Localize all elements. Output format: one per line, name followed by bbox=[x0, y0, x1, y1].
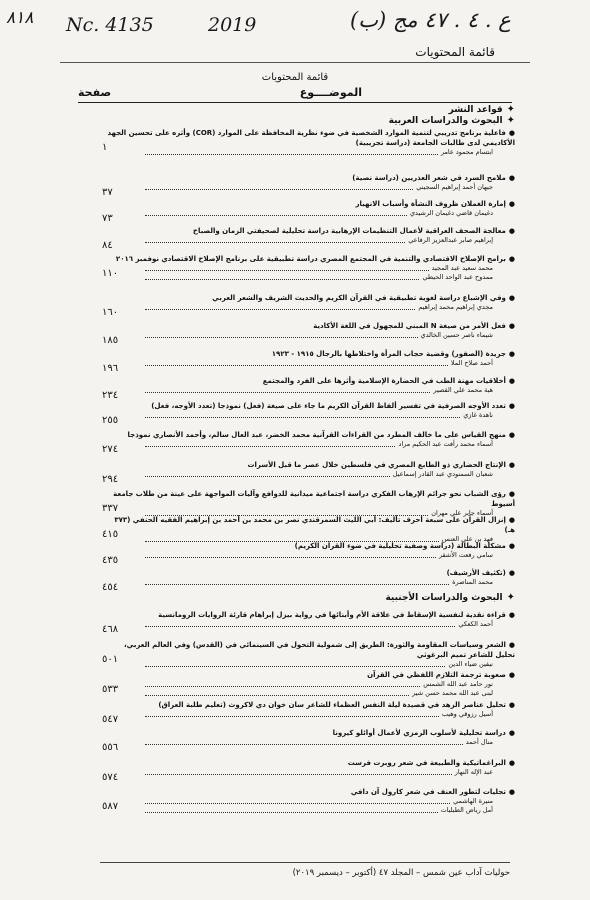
dot-leader bbox=[145, 695, 409, 696]
author-name: ناهدة غازي bbox=[463, 411, 493, 419]
entry-title-text: معالجة الصحف العراقية لأعمال التنظيمات الإرهابية دراسة تحليلية لصحيفتي الزمان والصباح bbox=[192, 227, 506, 235]
bullet-icon: ● bbox=[508, 641, 515, 649]
bullet-icon: ● bbox=[508, 542, 515, 550]
topic-header: الموضــــوع bbox=[299, 86, 362, 99]
page-number: ٥٥٦ bbox=[102, 742, 119, 753]
bullet-icon: ● bbox=[508, 402, 515, 410]
entry-title bbox=[105, 610, 515, 620]
toc-entry[interactable] bbox=[105, 758, 515, 777]
dot-leader bbox=[145, 309, 415, 310]
toc-entry[interactable] bbox=[105, 173, 515, 192]
dot-leader bbox=[145, 476, 390, 477]
entry-title-text: دراسة تحليلية لأسلوب الرمزي لأعمال أوائلو كيرونا bbox=[332, 729, 506, 737]
entry-author bbox=[105, 660, 493, 669]
page-number: ١ bbox=[102, 142, 108, 153]
author-name: نور حامد عبد الله الشمس bbox=[423, 680, 493, 688]
entry-title-text: جريدة (الصفور) وقضية حجاب المرأة واختلاطها بالرجال ١٩١٥ - ١٩٢٣ bbox=[271, 350, 506, 358]
entry-author bbox=[105, 183, 493, 192]
dot-leader bbox=[145, 626, 455, 627]
entry-title bbox=[105, 515, 515, 535]
entry-title bbox=[105, 199, 515, 209]
dot-leader bbox=[145, 744, 463, 745]
bullet-icon: ● bbox=[508, 490, 515, 498]
dot-leader bbox=[145, 154, 438, 155]
page-title: قائمة المحتويات bbox=[415, 45, 495, 59]
entry-title-text: قراءة نقدية لنفسية الإسقاط في علاقة الأم وأبنائها في رواية بيزل إبراهام قارئة الروايات الرومانسية bbox=[158, 611, 506, 619]
dot-leader bbox=[145, 215, 407, 216]
toc-entry[interactable] bbox=[105, 254, 515, 282]
section-heading bbox=[389, 115, 515, 126]
author-name: أسيل رزوقي وهيب bbox=[441, 710, 493, 718]
section-label: قواعد النشر bbox=[448, 105, 503, 115]
page-number: ٤٦٨ bbox=[102, 624, 119, 635]
handwritten-year: 2019 bbox=[208, 14, 257, 36]
entry-title-text: البراغماتيكية والطبيعة في شعر روبرت فرست bbox=[347, 759, 506, 767]
entry-title bbox=[105, 787, 515, 797]
author-name: أسماء جابر علي مهران bbox=[431, 509, 493, 517]
author-name: نيفين ضياء الدين bbox=[448, 660, 493, 668]
entry-title-text: تعدد الأوجه الصرفية في تفسير ألفاظ القرآن الكريم ما جاء على صيغة (فعل) نموذجا (تعدد الأوجه، فعل) bbox=[151, 402, 506, 410]
entry-title bbox=[105, 728, 515, 738]
section-heading bbox=[449, 104, 515, 115]
bullet-icon: ● bbox=[508, 788, 515, 796]
page-number: ٢٣٤ bbox=[102, 390, 119, 401]
entry-author bbox=[105, 411, 493, 420]
author-name: مجدي إبراهيم محمد إبراهيم bbox=[418, 303, 493, 311]
dot-leader bbox=[145, 686, 420, 687]
entry-author bbox=[105, 806, 493, 815]
page-number: ٤١٥ bbox=[102, 529, 119, 540]
page-number: ١٩٦ bbox=[102, 363, 119, 374]
entry-title-text: (تكثيف الأرشيف) bbox=[446, 569, 506, 577]
author-name: محمد سعيد عبد المجيد bbox=[431, 264, 493, 272]
bullet-icon: ● bbox=[508, 516, 515, 524]
author-name: ممدوح عبد الواحد الحيطي bbox=[422, 273, 493, 281]
bullet-icon: ● bbox=[508, 294, 515, 302]
author-name: أحمد الكعكي bbox=[458, 620, 493, 628]
entry-title-text: تجليات لتطور العنف في شعر كارول آن دافي bbox=[350, 788, 506, 796]
entry-author bbox=[105, 797, 493, 806]
author-name: فهد بن علي العنس bbox=[441, 535, 493, 543]
entry-author bbox=[105, 148, 493, 157]
toc-entry[interactable] bbox=[105, 787, 515, 815]
author-name: عبد الإله النهار bbox=[454, 768, 493, 776]
toc-entry[interactable] bbox=[105, 293, 515, 312]
toc-entry[interactable] bbox=[105, 489, 515, 518]
page-number: ٤٥٤ bbox=[102, 582, 119, 593]
toc-entry[interactable] bbox=[105, 349, 515, 368]
entry-title-text: فعل الأمر من صيغة N المبني للمجهول في اللغة الأكادية bbox=[313, 322, 506, 330]
entry-title-text: إمارة الغملان ظروف النشأة وأسباب الانهيار bbox=[355, 200, 506, 208]
bullet-icon: ● bbox=[508, 255, 515, 263]
entry-title-text: مشكلة البطالة (دراسة وصفية تحليلية في ضوء القرآن الكريم) bbox=[294, 542, 506, 550]
entry-author bbox=[105, 680, 493, 689]
entry-author bbox=[105, 578, 493, 587]
page-number: ٣٣٧ bbox=[102, 503, 119, 514]
bullet-icon: ● bbox=[508, 200, 515, 208]
page-number: ٥٠١ bbox=[102, 654, 119, 665]
page-number: ٥٨٧ bbox=[102, 801, 119, 812]
entry-title-text: رؤى الشباب نحو جرائم الإرهاب الفكري دراسة اجتماعية ميدانية للدوافع وآليات المواجهة على عينة من طلاب جامعة أسيوط bbox=[113, 490, 515, 508]
toc-entry[interactable] bbox=[105, 430, 515, 449]
dot-leader bbox=[145, 242, 405, 243]
dot-leader bbox=[145, 774, 452, 775]
toc-entry[interactable] bbox=[105, 700, 515, 719]
entry-title-text: الشعر وسياسات المقاومة والثورة: الطريق إلى شمولية التحول في السينمائي في (القدس) وفي العالم العربي، تحليل للشاعر تميم البرغوثي bbox=[123, 641, 515, 659]
toc-entry[interactable] bbox=[105, 640, 515, 669]
toc-entry[interactable] bbox=[105, 541, 515, 560]
bullet-icon: ● bbox=[508, 129, 515, 137]
section-label: البحوث والدراسات الأجنبية bbox=[385, 593, 503, 603]
dot-leader bbox=[145, 189, 413, 190]
toc-entry[interactable] bbox=[105, 128, 515, 157]
entry-title-text: فاعلية برنامج تدريبي لتنمية الموارد الشخصية في ضوء نظرية المحافظة على الموارد (COR) وأثره على تحسين الجهد الأكاديمي لدى طالبات الجامعة (دراسة تجريبية) bbox=[107, 129, 515, 147]
toc-entry[interactable] bbox=[105, 321, 515, 340]
dot-leader bbox=[145, 417, 460, 418]
dot-leader bbox=[145, 279, 419, 280]
page-subtitle: قائمة المحتويات bbox=[261, 72, 329, 83]
author-name: منال أحمد bbox=[465, 738, 493, 746]
entry-author bbox=[105, 738, 493, 747]
entry-title-text: منهج القياس على ما خالف المطرد من القراءات القرآنية محمد الخضر، عبد العال سالم، وأحمد الأنصاري نموذجا bbox=[127, 431, 506, 439]
dot-leader bbox=[145, 270, 429, 271]
entry-author bbox=[105, 264, 493, 273]
entry-author bbox=[105, 620, 493, 629]
page-number: ٣٧ bbox=[102, 187, 113, 198]
toc-entry[interactable] bbox=[105, 670, 515, 698]
dot-leader bbox=[145, 584, 449, 585]
entry-title-text: تحليل عناصر الزهد في قصيدة ليلة النفس العظماء للشاعر سان خوان دي لاكروث (تعليم طلبة العراق) bbox=[158, 701, 506, 709]
entry-title-text: وفي الإشباع دراسة لغوية تطبيقية في القرآن الكريم والحديث الشريف والشعر العربي bbox=[212, 294, 506, 302]
star-bullet-icon: ✦ bbox=[506, 592, 515, 603]
bullet-icon: ● bbox=[508, 377, 515, 385]
bullet-icon: ● bbox=[508, 461, 515, 469]
entry-title-text: برامج الإصلاح الاقتصادي والتنمية في المجتمع المصري دراسة تطبيقية على برنامج الإصلاح الاقتصادي نوفمبر ٢٠١٦ bbox=[115, 255, 506, 263]
author-name: هبة محمد علي القصير bbox=[433, 386, 493, 394]
bullet-icon: ● bbox=[508, 729, 515, 737]
handwritten-code: Nc. 4135 bbox=[66, 14, 154, 36]
bullet-icon: ● bbox=[508, 671, 515, 679]
author-name: أسماء محمد رأفت عبد الحكيم مراد bbox=[398, 440, 493, 448]
author-name: أمل رياض الطبليات bbox=[440, 806, 493, 814]
toc-entry[interactable] bbox=[105, 376, 515, 395]
author-name: شيماء ناصر حسين الخالدي bbox=[420, 331, 493, 339]
page-number: ٨٤ bbox=[102, 240, 113, 251]
toc-entry[interactable] bbox=[105, 515, 515, 544]
entry-author bbox=[105, 331, 493, 340]
toc-entry[interactable] bbox=[105, 568, 515, 587]
page-number: ٥٣٣ bbox=[102, 684, 119, 695]
toc-entry[interactable] bbox=[105, 199, 515, 218]
bullet-icon: ● bbox=[508, 759, 515, 767]
entry-author bbox=[105, 236, 493, 245]
author-name: دغيمان قاضي دغيمان الرشيدي bbox=[409, 209, 493, 217]
entry-title bbox=[105, 541, 515, 551]
page-number: ٢٧٤ bbox=[102, 444, 119, 455]
dot-leader bbox=[145, 716, 439, 717]
entry-author bbox=[105, 710, 493, 719]
dot-leader bbox=[145, 557, 436, 558]
entry-title bbox=[105, 460, 515, 470]
entry-author bbox=[105, 551, 493, 560]
entry-title-text: إنزال القرآن على سبعة أحرف تأليف: أبي الليث السمرقندي نصر بن محمد بن أحمد بن إبراهيم الفقيه الحنفي (٣٧٣ هـ) bbox=[114, 516, 515, 534]
page-number: ٢٩٤ bbox=[102, 474, 119, 485]
bullet-icon: ● bbox=[508, 322, 515, 330]
entry-title-text: الإنتاج الحضاري ذو الطابع المصري في فلسطين خلال عصر ما قبل الأسرات bbox=[247, 461, 506, 469]
author-name: إبراهيم صابر عبدالعزيز الرفاعي bbox=[408, 236, 493, 244]
page-header: صفحة bbox=[78, 86, 112, 99]
entry-author bbox=[105, 440, 493, 449]
entry-author bbox=[105, 359, 493, 368]
toc-entry[interactable] bbox=[105, 728, 515, 747]
entry-title bbox=[105, 128, 515, 148]
entry-title bbox=[105, 568, 515, 578]
dot-leader bbox=[145, 812, 438, 813]
author-name: أحمد صلاح الملا bbox=[450, 359, 493, 367]
entry-author bbox=[105, 209, 493, 218]
section-label: البحوث والدراسات العربية bbox=[388, 116, 503, 126]
dot-leader bbox=[145, 803, 450, 804]
dot-leader bbox=[145, 392, 430, 393]
entry-title-text: صعوبة ترجمة التلازم اللفظي في القرآن bbox=[367, 671, 506, 679]
entry-title bbox=[105, 401, 515, 411]
dot-leader bbox=[145, 446, 395, 447]
entry-title bbox=[105, 700, 515, 710]
entry-author bbox=[105, 303, 493, 312]
entry-title-text: ملامح السرد في شعر العذريين (دراسة نصية) bbox=[352, 174, 506, 182]
bullet-icon: ● bbox=[508, 431, 515, 439]
author-name: منيرة الهاشمي bbox=[453, 797, 493, 805]
entry-title bbox=[105, 173, 515, 183]
dot-leader bbox=[145, 365, 448, 366]
footer-citation: حوليات آداب عين شمس – المجلد ٤٧ (أكتوبر – ديسمبر ٢٠١٩) bbox=[292, 868, 510, 878]
entry-title bbox=[105, 640, 515, 660]
page-number: ٤٣٥ bbox=[102, 555, 119, 566]
author-name: لبنى عبد الله محمد حسن شير bbox=[412, 689, 493, 697]
author-name: ابتسام محمود عامر bbox=[440, 148, 493, 156]
dot-leader bbox=[145, 337, 418, 338]
entry-title bbox=[105, 254, 515, 264]
entry-title bbox=[105, 293, 515, 303]
entry-author bbox=[105, 386, 493, 395]
toc-entry[interactable] bbox=[105, 460, 515, 479]
toc-entry[interactable] bbox=[105, 401, 515, 420]
author-name: جيهان أحمد إبراهيم السجيني bbox=[416, 183, 493, 191]
bullet-icon: ● bbox=[508, 569, 515, 577]
handwritten-number: ۸۱۸ bbox=[6, 8, 34, 28]
entry-author bbox=[105, 273, 493, 282]
entry-author bbox=[105, 470, 493, 479]
entry-title bbox=[105, 376, 515, 386]
page-number: ٢٥٥ bbox=[102, 415, 119, 426]
author-name: شعبان السمنودي عبد القادر إسماعيل bbox=[392, 470, 493, 478]
bullet-icon: ● bbox=[508, 611, 515, 619]
bullet-icon: ● bbox=[508, 174, 515, 182]
page-number: ١١٠ bbox=[102, 268, 119, 279]
bullet-icon: ● bbox=[508, 350, 515, 358]
entry-title bbox=[105, 430, 515, 440]
author-name: محمد المناصرة bbox=[452, 578, 493, 586]
entry-title bbox=[105, 670, 515, 680]
page-number: ١٨٥ bbox=[102, 335, 119, 346]
footer-rule bbox=[100, 862, 510, 863]
dot-leader bbox=[145, 666, 445, 667]
star-bullet-icon: ✦ bbox=[506, 104, 515, 115]
page-number: ٥٧٤ bbox=[102, 772, 119, 783]
entry-title bbox=[105, 758, 515, 768]
star-bullet-icon: ✦ bbox=[506, 115, 515, 126]
entry-title bbox=[105, 489, 515, 509]
bullet-icon: ● bbox=[508, 701, 515, 709]
page-number: ٧٣ bbox=[102, 213, 113, 224]
entry-title-text: أخلاقيات مهنة الطب في الحضارة الإسلامية وأثرها على الفرد والمجتمع bbox=[262, 377, 506, 385]
entry-author bbox=[105, 689, 493, 698]
toc-entry[interactable] bbox=[105, 610, 515, 629]
entry-author bbox=[105, 768, 493, 777]
bullet-icon: ● bbox=[508, 227, 515, 235]
page-number: ١٦٠ bbox=[102, 307, 119, 318]
author-name: سامي رفعت الأشقر bbox=[438, 551, 493, 559]
handwritten-volume: (ب) ع . ٤ . ٤٧ مج bbox=[350, 8, 511, 32]
entry-title bbox=[105, 226, 515, 236]
page-number: ٥٤٧ bbox=[102, 714, 119, 725]
toc-entry[interactable] bbox=[105, 226, 515, 245]
section-heading bbox=[385, 592, 515, 603]
entry-title bbox=[105, 321, 515, 331]
entry-title bbox=[105, 349, 515, 359]
